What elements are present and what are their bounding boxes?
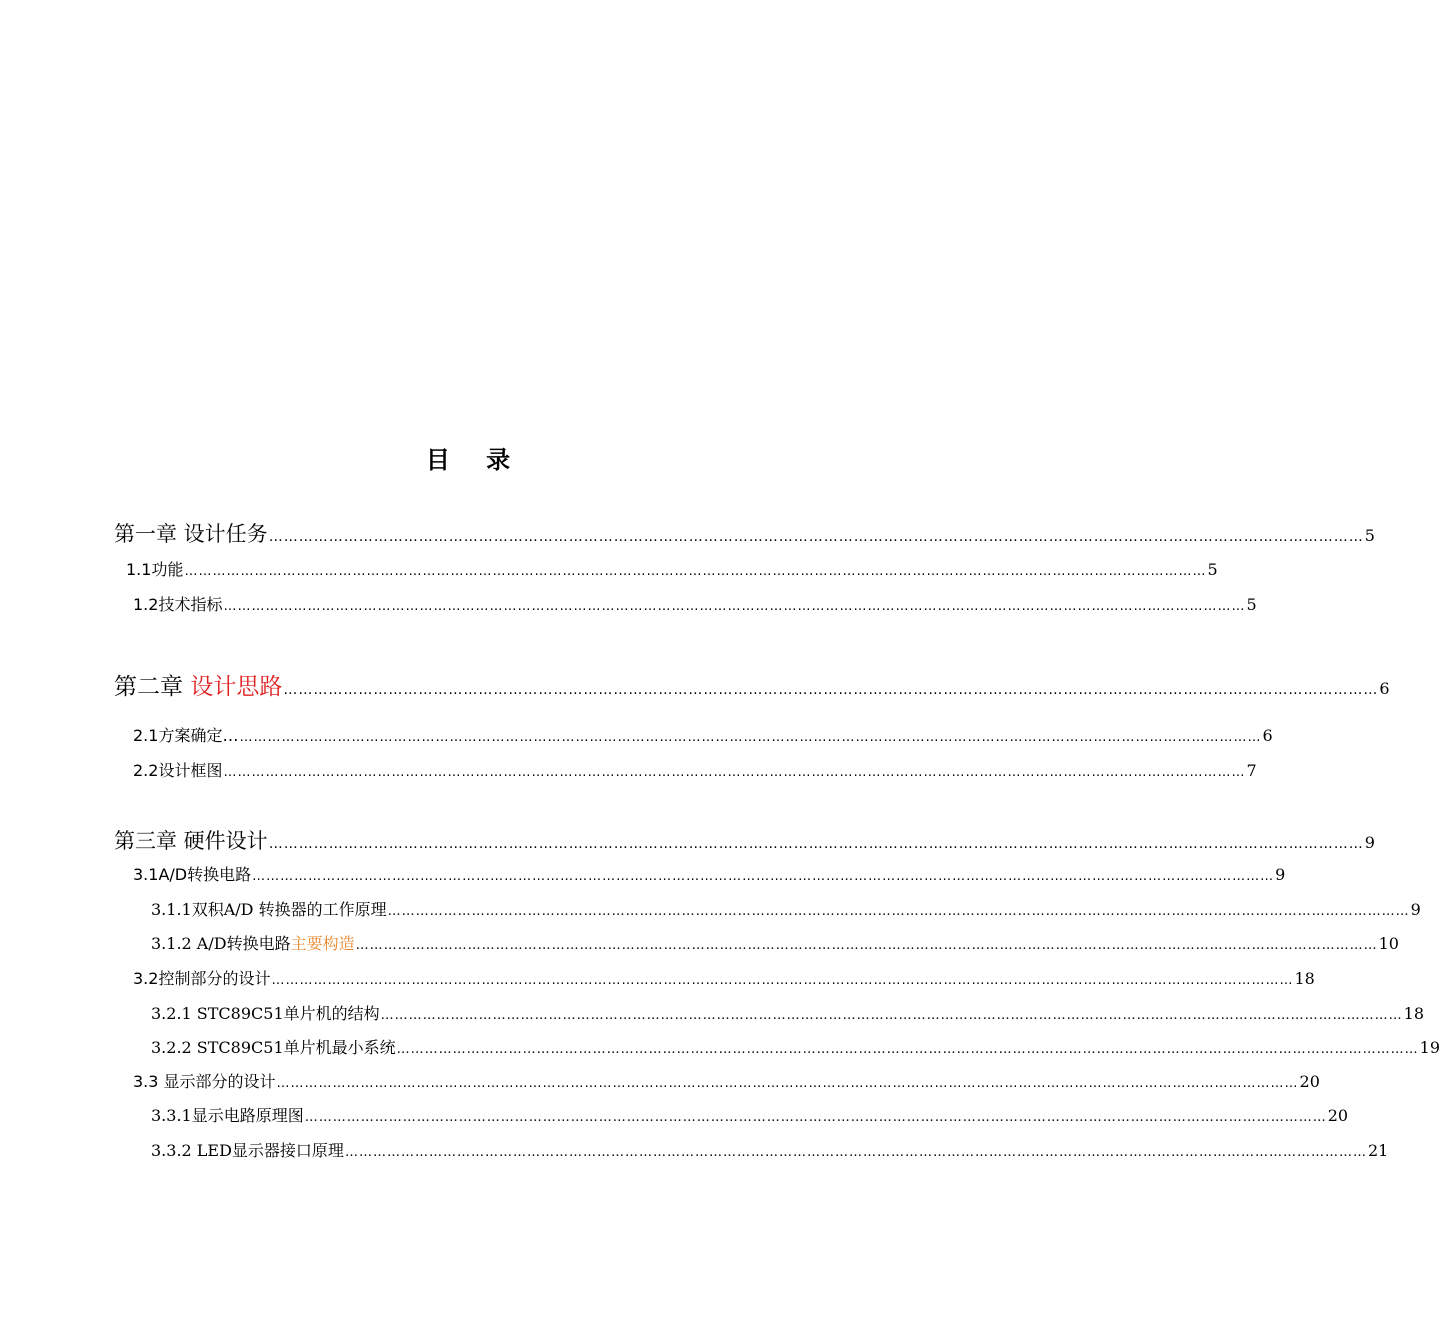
toc-entry-3-2[interactable] — [133, 966, 1315, 989]
toc-leader-dots: ………………………………………………………………………………………………………………………………………………………………………………………………… — [387, 904, 1410, 919]
toc-leader-dots: ………………………………………………………………………………………………………………………………………………………………………………………………… — [396, 1042, 1419, 1057]
toc-page-number: 10 — [1378, 934, 1399, 953]
toc-leader-dots: ………………………………………………………………………………………………………………………………………………………………………………………………… — [283, 682, 1379, 698]
toc-entry-label: 2.1方案确定… — [133, 726, 239, 745]
toc-leader-dots: ………………………………………………………………………………………………………………………………………………………………………………………………… — [344, 1145, 1367, 1160]
toc-entry-label: 3.3.2 LED显示器接口原理 — [151, 1141, 344, 1160]
toc-page-number: 6 — [1379, 679, 1390, 698]
toc-entry-label: 3.2控制部分的设计 — [133, 969, 271, 988]
toc-entry-3-3-1[interactable] — [151, 1103, 1349, 1126]
toc-entry-label: 3.2.1 STC89C51单片机的结构 — [151, 1004, 380, 1023]
toc-page-number: 5 — [1246, 595, 1257, 614]
toc-entry-2-1[interactable] — [133, 723, 1273, 746]
toc-entry-label: 1.2技术指标 — [133, 595, 223, 614]
toc-leader-dots: ………………………………………………………………………………………………………………………………………………………………………………………………… — [252, 869, 1275, 884]
toc-page-number: 5 — [1364, 526, 1375, 545]
toc-entry-label: 3.1A/D转换电路 — [133, 865, 252, 884]
toc-page-number: 5 — [1207, 560, 1218, 579]
toc-entry-3-3[interactable] — [133, 1069, 1320, 1092]
toc-entry-1-2[interactable] — [133, 592, 1257, 615]
toc-entry-label: 第一章 设计任务 — [114, 522, 268, 546]
toc-leader-dots: ………………………………………………………………………………………………………………………………………………………………………………………………… — [268, 529, 1364, 545]
toc-entry-label: 3.3.1显示电路原理图 — [151, 1106, 304, 1125]
toc-entry-3-2-2[interactable] — [151, 1035, 1440, 1058]
toc-title: 目 录 — [425, 446, 525, 474]
toc-leader-dots: ………………………………………………………………………………………………………………………………………………………………………………………………… — [380, 1008, 1403, 1023]
toc-entry-label: 3.2.2 STC89C51单片机最小系统 — [151, 1038, 396, 1057]
chapter-prefix: 第二章 — [114, 674, 191, 700]
section-prefix: 3.1.2 A/D转换电路 — [151, 934, 291, 953]
toc-entry-chapter-1[interactable] — [114, 518, 1375, 548]
toc-page-number: 21 — [1367, 1141, 1389, 1160]
toc-entry-chapter-3[interactable] — [114, 825, 1375, 855]
toc-entry-label: 3.1.1双积A/D 转换器的工作原理 — [151, 900, 387, 919]
toc-entry-label — [151, 931, 355, 954]
toc-page-number: 18 — [1403, 1004, 1424, 1023]
toc-page-number: 18 — [1294, 969, 1315, 988]
toc-leader-dots: ………………………………………………………………………………………………………………………………………………………………………………………………… — [184, 564, 1207, 579]
toc-entry-label: 2.2设计框图 — [133, 761, 223, 780]
toc-leader-dots: ………………………………………………………………………………………………………………………………………………………………………………………………… — [239, 730, 1262, 745]
toc-page-number: 7 — [1246, 761, 1257, 780]
toc-entry-3-1[interactable] — [133, 862, 1286, 885]
toc-leader-dots: ………………………………………………………………………………………………………………………………………………………………………………………………… — [304, 1110, 1327, 1125]
toc-entry-3-2-1[interactable] — [151, 1001, 1424, 1024]
toc-leader-dots: ………………………………………………………………………………………………………………………………………………………………………………………………… — [355, 938, 1378, 953]
toc-page-number: 6 — [1262, 726, 1273, 745]
toc-entry-3-1-2[interactable] — [151, 931, 1399, 954]
toc-entry-label: 3.3 显示部分的设计 — [133, 1072, 276, 1091]
toc-entry-1-1[interactable] — [126, 557, 1218, 580]
highlighted-text: 主要构造 — [290, 934, 355, 953]
toc-entry-3-1-1[interactable] — [151, 897, 1421, 920]
toc-leader-dots: ………………………………………………………………………………………………………………………………………………………………………………………………… — [223, 599, 1246, 614]
toc-page-number: 9 — [1275, 865, 1286, 884]
toc-leader-dots: ………………………………………………………………………………………………………………………………………………………………………………………………… — [268, 836, 1364, 852]
toc-page-number: 19 — [1419, 1038, 1440, 1057]
toc-page-number: 9 — [1410, 900, 1421, 919]
toc-entry-label: 1.1功能 — [126, 560, 184, 579]
toc-entry-label: 第三章 硬件设计 — [114, 829, 268, 853]
toc-page-number: 9 — [1364, 833, 1375, 852]
toc-leader-dots: ………………………………………………………………………………………………………………………………………………………………………………………………… — [271, 973, 1294, 988]
toc-entry-2-2[interactable] — [133, 758, 1257, 781]
highlighted-text: 设计思路 — [190, 674, 283, 700]
toc-entry-chapter-2[interactable] — [114, 668, 1390, 701]
toc-leader-dots: ………………………………………………………………………………………………………………………………………………………………………………………………… — [276, 1076, 1299, 1091]
toc-page-number: 20 — [1299, 1072, 1320, 1091]
toc-entry-3-3-2[interactable] — [151, 1138, 1389, 1161]
toc-entry-label — [114, 668, 282, 701]
toc-leader-dots: ………………………………………………………………………………………………………………………………………………………………………………………………… — [223, 765, 1246, 780]
toc-page-number: 20 — [1327, 1106, 1349, 1125]
